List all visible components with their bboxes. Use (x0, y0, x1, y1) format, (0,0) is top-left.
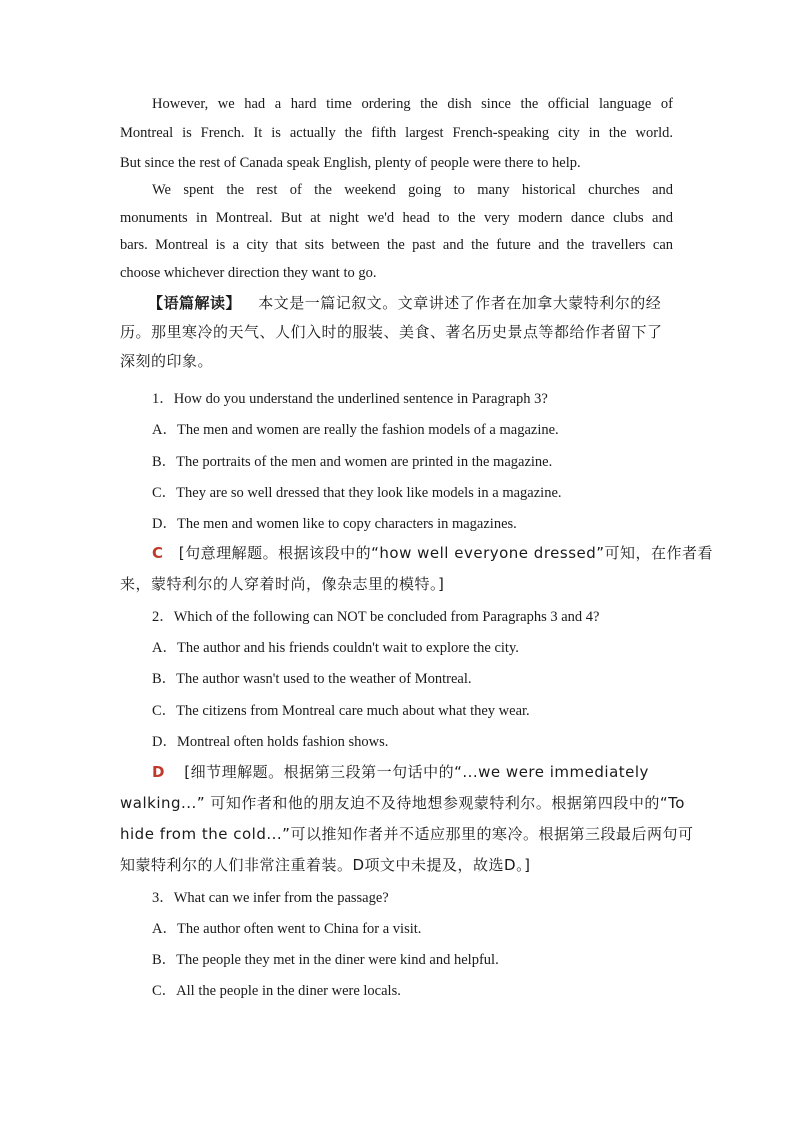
q3-option-c: C．All the people in the diner were locals. (152, 983, 401, 999)
q2-explanation-line: D [细节理解题。根据第三段第一句话中的“...we were immediately (152, 763, 649, 781)
passage-line: monuments in Montreal. But at night we'd head to the very modern dance clubs and (120, 210, 673, 226)
q2-option-b: B．The author wasn't used to the weather of Montreal. (152, 671, 472, 687)
analysis-line: 历。那里寒冷的天气、人们入时的服装、美食、著名历史景点等都给作者留下了 (120, 323, 663, 341)
passage-line: bars. Montreal is a city that sits between the past and the future and the travellers can (120, 237, 673, 253)
q1-explanation-line: 来，蒙特利尔的人穿着时尚，像杂志里的模特。] (120, 575, 445, 593)
passage-line: But since the rest of Canada speak English, plenty of people were there to help. (120, 155, 581, 171)
q1-answer: C (152, 544, 164, 562)
q3-option-b: B．The people they met in the diner were kind and helpful. (152, 952, 499, 968)
passage-line: choose whichever direction they want to go. (120, 265, 377, 281)
q2-answer: D (152, 763, 165, 781)
passage-line: We spent the rest of the weekend going to many historical churches and (152, 182, 673, 198)
q1-option-a: A．The men and women are really the fashion models of a magazine. (152, 422, 559, 438)
q2-explanation-line: walking...” 可知作者和他的朋友迫不及待地想参观蒙特利尔。根据第四段中的“To (120, 794, 685, 812)
passage-line: However, we had a hard time ordering the dish since the official language of (152, 96, 673, 112)
q2-explanation-line: 知蒙特利尔的人们非常注重着装。D项文中未提及，故选D。] (120, 856, 531, 874)
passage-line: Montreal is French. It is actually the fifth largest French-speaking city in the world. (120, 125, 673, 141)
analysis-line: 深刻的印象。 (120, 352, 214, 370)
q2-option-a: A．The author and his friends couldn't wait to explore the city. (152, 640, 519, 656)
analysis-label: 【语篇解读】 (148, 294, 242, 312)
q2-explanation-line: hide from the cold...”可以推知作者并不适应那里的寒冷。根据第三段最后两句可 (120, 825, 694, 843)
q1-option-b: B．The portraits of the men and women are printed in the magazine. (152, 454, 553, 470)
question-3-stem: 3．What can we infer from the passage? (152, 890, 389, 906)
q1-explanation-line: C [句意理解题。根据该段中的“how well everyone dressed”可知，在作者看 (152, 544, 714, 562)
question-2-stem: 2．Which of the following can NOT be concluded from Paragraphs 3 and 4? (152, 609, 600, 625)
q3-option-a: A．The author often went to China for a visit. (152, 921, 422, 937)
q1-option-d: D．The men and women like to copy characters in magazines. (152, 516, 517, 532)
q1-option-c: C．They are so well dressed that they look like models in a magazine. (152, 485, 562, 501)
question-1-stem: 1．How do you understand the underlined sentence in Paragraph 3? (152, 391, 548, 407)
analysis-line: 【语篇解读】 本文是一篇记叙文。文章讲述了作者在加拿大蒙特利尔的经 (148, 294, 662, 312)
q2-option-d: D．Montreal often holds fashion shows. (152, 734, 389, 750)
q2-option-c: C．The citizens from Montreal care much about what they wear. (152, 703, 530, 719)
